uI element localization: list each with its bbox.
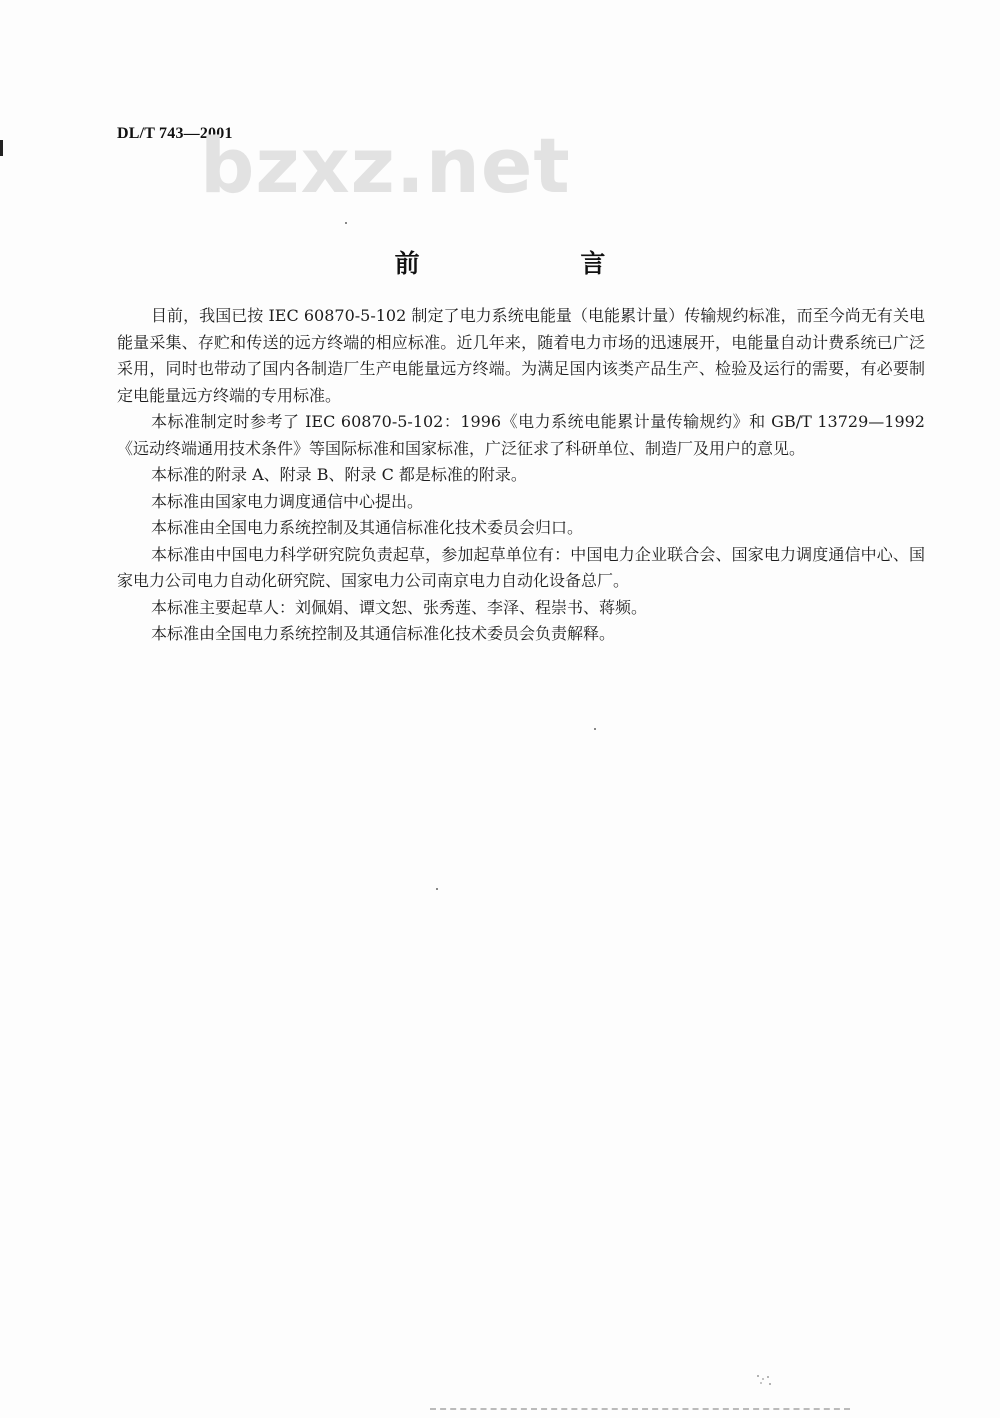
paragraph: 本标准由全国电力系统控制及其通信标准化技术委员会归口。 xyxy=(151,518,584,537)
paragraph: 本标准主要起草人：刘佩娟、谭文恕、张秀莲、李泽、程崇书、蒋频。 xyxy=(151,597,648,617)
scan-speck xyxy=(436,888,438,890)
paragraph: 本标准由全国电力系统控制及其通信标准化技术委员会负责解释。 xyxy=(151,624,616,643)
scan-noise xyxy=(755,1373,775,1387)
scan-speck xyxy=(345,222,347,224)
paragraph: 本标准的附录 A、附录 B、附录 C 都是标准的附录。 xyxy=(151,465,527,484)
watermark: bzxz.net xyxy=(200,121,571,210)
document-code: DL/T 743—2001 xyxy=(117,125,233,142)
paragraph: 本标准由国家电力调度通信中心提出。 xyxy=(151,491,424,511)
paragraph: 本标准制定时参考了 IEC 60870-5-102：1996《电力系统电能累计量传输规约》和 GB/T 13729—1992《远动终端通用技术条件》等国际标准和国家标准，广泛征求了科研单位、制造厂及用户的意见。 xyxy=(117,412,925,458)
scan-edge-mark xyxy=(0,140,3,156)
foreword-body xyxy=(117,303,925,648)
paragraph: 目前，我国已按 IEC 60870-5-102 制定了电力系统电能量（电能累计量）传输规约标准，而至今尚无有关电能量采集、存贮和传送的远方终端的相应标准。近几年来，随着电力市场的迅速展开，电能量自动计费系统已广泛采用，同时也带动了国内各制造厂生产电能量远方终端。为满足国内该类产品生产、检验及运行的需要，有必要制定电能量远方终端的专用标准。 xyxy=(117,306,925,405)
page-title: 前 言 xyxy=(394,249,682,278)
scan-speck xyxy=(594,728,596,730)
paragraph: 本标准由中国电力科学研究院负责起草，参加起草单位有：中国电力企业联合会、国家电力调度通信中心、国家电力公司电力自动化研究院、国家电力公司南京电力自动化设备总厂。 xyxy=(117,544,925,590)
bottom-rule xyxy=(430,1408,850,1410)
